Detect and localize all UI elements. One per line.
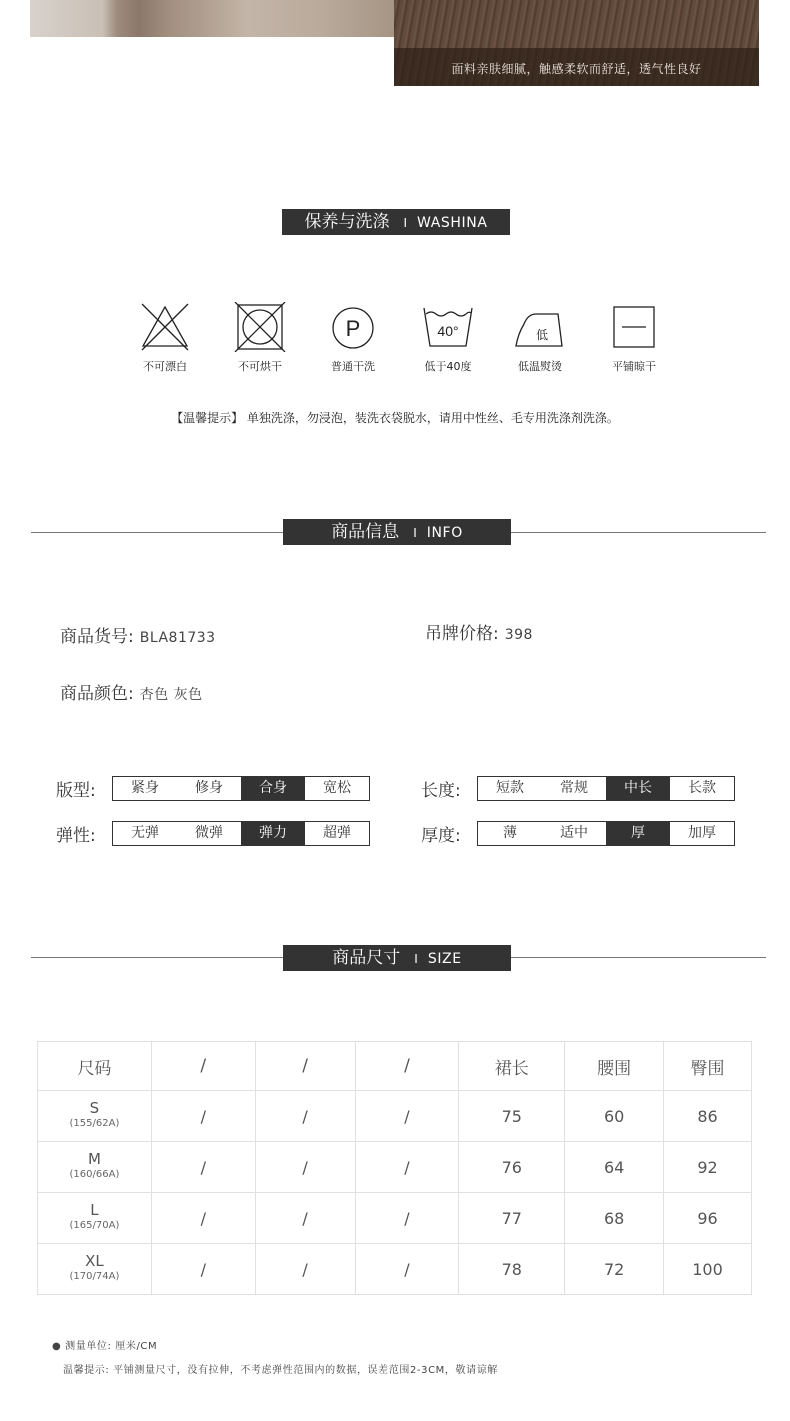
elastic-option-selected: 弹力 xyxy=(241,822,305,845)
care-label: 不可烘干 xyxy=(238,360,282,373)
table-row xyxy=(38,1142,752,1193)
size-heading-sep: I xyxy=(414,952,418,966)
care-label: 不可漂白 xyxy=(143,360,187,373)
care-heading-sep: I xyxy=(403,216,408,230)
care-label: 平铺晾干 xyxy=(612,360,656,373)
table-cell: / xyxy=(255,1244,355,1295)
table-header: 裙长 xyxy=(459,1042,565,1091)
care-item-dry-clean xyxy=(313,302,393,374)
care-heading xyxy=(282,209,510,235)
size-heading-en: SIZE xyxy=(427,951,462,967)
fit-option: 修身 xyxy=(195,780,223,796)
table-cell: 75 xyxy=(459,1091,565,1142)
table-cell: 64 xyxy=(565,1142,664,1193)
care-item-iron-low xyxy=(500,302,580,374)
size-spec: (160/66A) xyxy=(69,1169,120,1180)
care-label: 普通干洗 xyxy=(331,360,375,373)
fit-option: 宽松 xyxy=(323,780,351,796)
table-cell: / xyxy=(355,1244,459,1295)
table-cell: / xyxy=(255,1091,355,1142)
table-cell: / xyxy=(355,1142,459,1193)
fabric-caption: 面料亲肤细腻，触感柔软而舒适，透气性良好 xyxy=(451,62,702,76)
table-header: 腰围 xyxy=(565,1042,664,1091)
table-cell: / xyxy=(355,1091,459,1142)
table-cell: / xyxy=(151,1091,255,1142)
price-row xyxy=(425,619,533,644)
fit-option: 紧身 xyxy=(131,780,159,796)
dry-clean-symbol: P xyxy=(345,316,361,341)
table-header: 尺码 xyxy=(38,1042,152,1091)
table-header-row xyxy=(38,1042,752,1091)
info-heading-cn: 商品信息 xyxy=(331,522,400,542)
item-number-row xyxy=(60,622,216,647)
dry-clean-p-icon xyxy=(327,302,379,352)
size-spec: (170/74A) xyxy=(69,1271,120,1282)
price-label: 吊牌价格: xyxy=(425,624,499,644)
size-heading xyxy=(283,945,511,971)
product-photo-fabric xyxy=(394,0,759,86)
size-heading-cn: 商品尺寸 xyxy=(332,948,401,968)
table-cell: / xyxy=(151,1244,255,1295)
measure-tip-note: 温馨提示: 平铺测量尺寸，没有拉伸，不考虑弹性范围内的数据，误差范围2-3CM，敬请谅解 xyxy=(63,1365,498,1376)
table-cell: 76 xyxy=(459,1142,565,1193)
table-cell: 77 xyxy=(459,1193,565,1244)
table-row xyxy=(38,1244,752,1295)
fit-option-selected: 合身 xyxy=(241,777,305,800)
price-value: 398 xyxy=(504,627,533,643)
table-row xyxy=(38,1091,752,1142)
table-cell: 92 xyxy=(664,1142,752,1193)
length-option: 常规 xyxy=(560,780,588,796)
size-cell xyxy=(38,1244,152,1295)
table-cell: / xyxy=(255,1193,355,1244)
table-cell: 68 xyxy=(565,1193,664,1244)
no-tumble-dry-icon xyxy=(234,302,286,352)
care-item-no-bleach xyxy=(125,302,205,374)
table-cell: 60 xyxy=(565,1091,664,1142)
table-header: / xyxy=(151,1042,255,1091)
item-number-label: 商品货号: xyxy=(60,627,134,647)
iron-low-icon xyxy=(512,302,568,352)
table-cell: / xyxy=(255,1142,355,1193)
size-code: L xyxy=(90,1201,99,1219)
length-options xyxy=(477,776,735,801)
size-spec: (165/70A) xyxy=(69,1220,120,1231)
size-code: S xyxy=(89,1099,100,1117)
elastic-option: 超弹 xyxy=(323,825,351,841)
fit-options xyxy=(112,776,370,801)
table-cell: 72 xyxy=(565,1244,664,1295)
color-label: 商品颜色: xyxy=(60,684,134,704)
color-row xyxy=(60,679,203,704)
item-number-value: BLA81733 xyxy=(139,630,216,646)
table-cell: / xyxy=(151,1142,255,1193)
elastic-options xyxy=(112,821,370,846)
size-code: XL xyxy=(85,1252,104,1270)
thickness-option-selected: 厚 xyxy=(606,822,670,845)
info-heading xyxy=(283,519,511,545)
size-cell xyxy=(38,1193,152,1244)
table-cell: / xyxy=(355,1193,459,1244)
care-label: 低于40度 xyxy=(424,360,472,373)
wash-temp-symbol: 40° xyxy=(437,323,459,339)
table-cell: 100 xyxy=(664,1244,752,1295)
care-heading-cn: 保养与洗涤 xyxy=(304,212,390,232)
color-value: 杏色 灰色 xyxy=(139,687,203,703)
info-heading-en: INFO xyxy=(426,525,463,541)
table-header: / xyxy=(255,1042,355,1091)
thickness-option: 加厚 xyxy=(688,825,716,841)
wash-40-icon xyxy=(420,302,476,352)
table-cell: 96 xyxy=(664,1193,752,1244)
thickness-option: 薄 xyxy=(503,825,517,841)
length-label: 长度: xyxy=(421,781,461,801)
info-heading-sep: I xyxy=(413,526,417,540)
table-header: 臀围 xyxy=(664,1042,752,1091)
iron-level-symbol: 低 xyxy=(535,328,549,342)
size-table xyxy=(37,1041,752,1295)
size-code: M xyxy=(87,1150,101,1168)
no-bleach-icon xyxy=(139,302,191,352)
measure-unit-note: ● 测量单位: 厘米/CM xyxy=(52,1341,158,1352)
table-header: / xyxy=(355,1042,459,1091)
table-cell: 78 xyxy=(459,1244,565,1295)
size-cell xyxy=(38,1091,152,1142)
care-heading-en: WASHINA xyxy=(417,215,488,231)
size-spec: (155/62A) xyxy=(69,1118,120,1129)
care-item-no-tumble-dry xyxy=(220,302,300,374)
table-cell: 86 xyxy=(664,1091,752,1142)
table-row xyxy=(38,1193,752,1244)
care-tip: 【温馨提示】 单独洗涤，勿浸泡，装洗衣袋脱水，请用中性丝、毛专用洗涤剂洗涤。 xyxy=(171,411,619,425)
dry-flat-icon xyxy=(608,302,660,352)
thickness-option: 适中 xyxy=(560,825,588,841)
elastic-option: 微弹 xyxy=(195,825,223,841)
care-item-wash-40 xyxy=(408,302,488,374)
thickness-label: 厚度: xyxy=(421,826,461,846)
product-photo-left xyxy=(30,0,394,37)
elastic-option: 无弹 xyxy=(131,825,159,841)
care-item-dry-flat xyxy=(594,302,674,374)
thickness-options xyxy=(477,821,735,846)
length-option: 长款 xyxy=(688,780,716,796)
fit-label: 版型: xyxy=(56,781,96,801)
care-label: 低温熨烫 xyxy=(518,360,562,373)
table-cell: / xyxy=(151,1193,255,1244)
elastic-label: 弹性: xyxy=(56,826,96,846)
size-cell xyxy=(38,1142,152,1193)
length-option: 短款 xyxy=(496,780,524,796)
length-option-selected: 中长 xyxy=(606,777,670,800)
